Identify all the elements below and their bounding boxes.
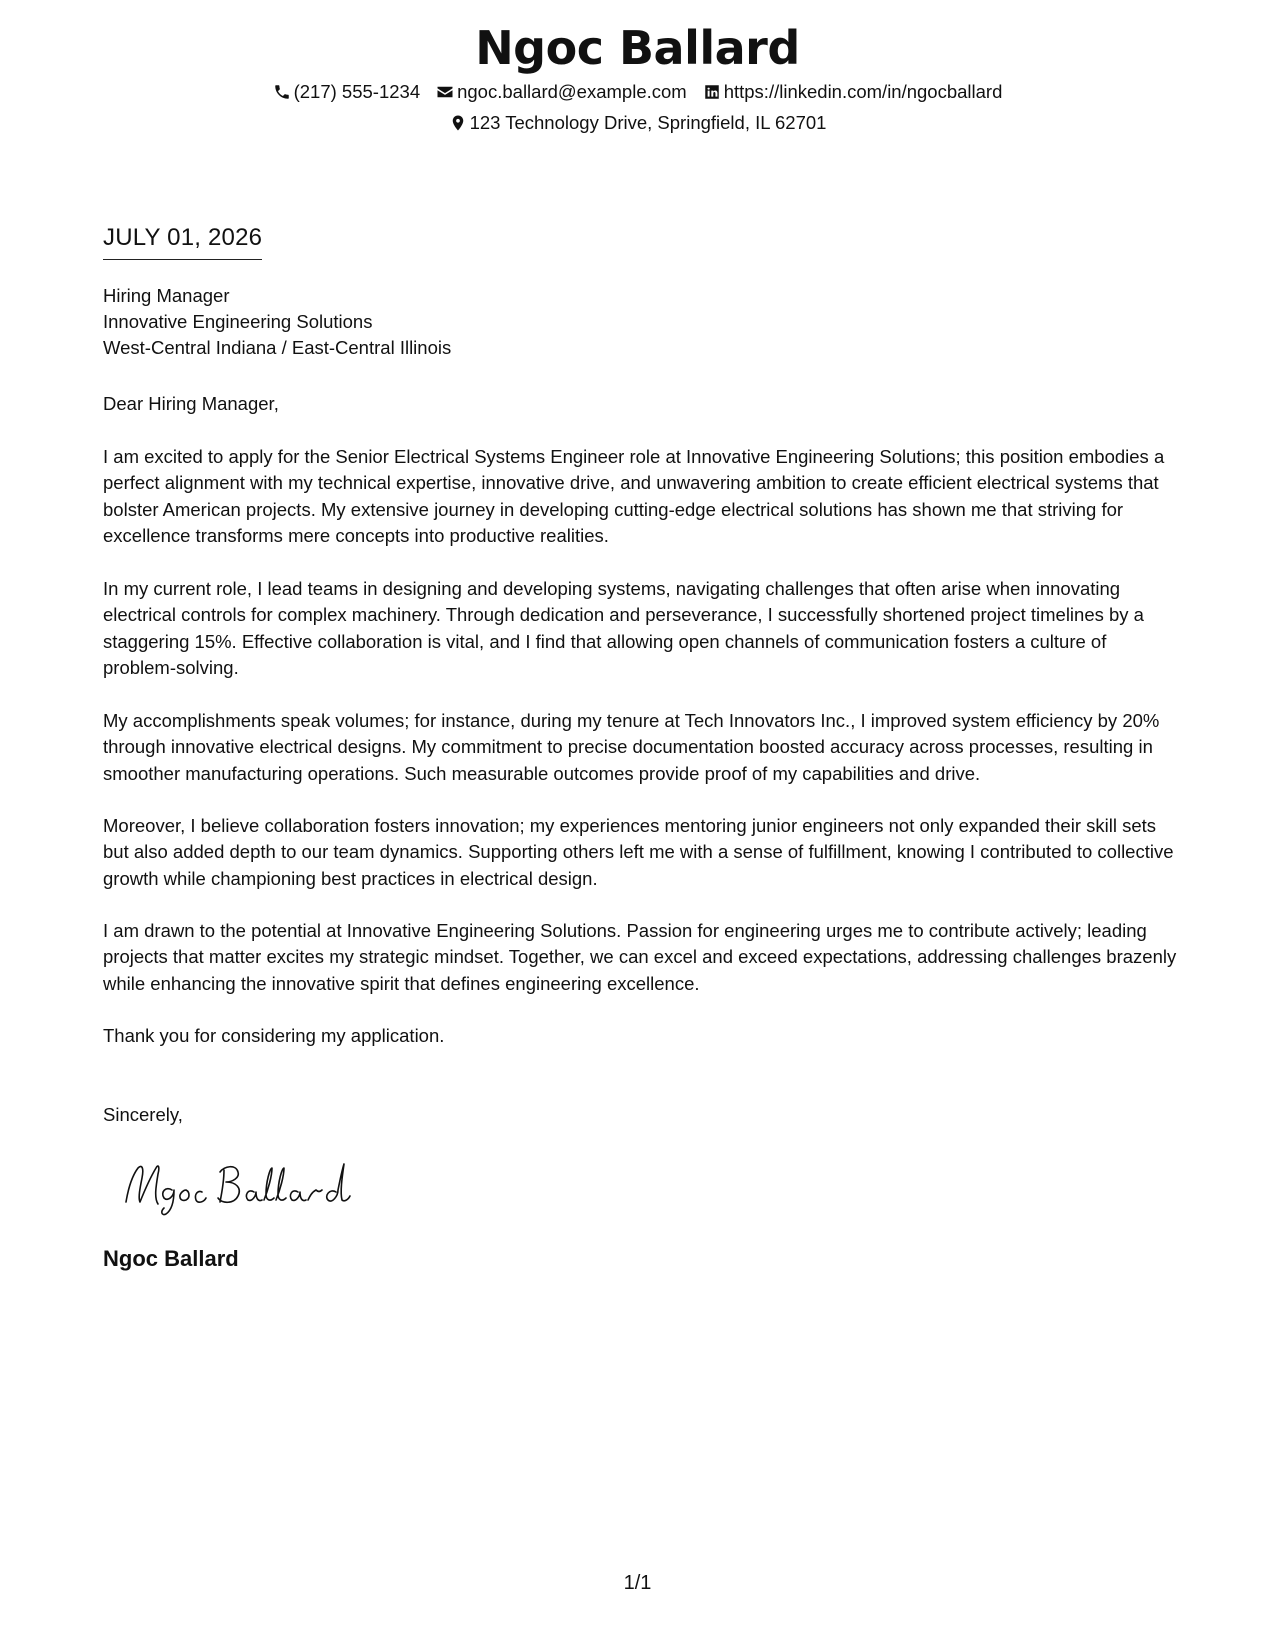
contact-email	[436, 79, 687, 105]
paragraph-text: I am excited to apply for the Senior Electrical Systems Engineer role at Innovative Engineering Solutions; this position embodies a perfect alignment with my technical expertise, innovative drive, and unwavering ambition to create efficient electrical systems that bolster American projects. My extensive journey in developing cutting-edge electrical solutions has shown me that striving for excellence transforms mere concepts into productive realities.	[103, 446, 1165, 546]
paragraph-text: I am drawn to the potential at Innovative Engineering Solutions. Passion for engineering urges me to contribute actively; leading projects that matter excites my strategic mindset. Together, we can excel and exceed expectations, addressing challenges brazenly while enhancing the innovative spirit that defines engineering excellence.	[103, 920, 1177, 994]
thanks-line: Thank you for considering my application.	[103, 1025, 445, 1046]
handwritten-signature	[120, 1150, 360, 1220]
salutation: Dear Hiring Manager,	[103, 393, 279, 414]
applicant-name: Ngoc Ballard	[475, 21, 800, 75]
map-pin-icon	[449, 114, 467, 132]
recipient-title: Hiring Manager	[103, 285, 230, 306]
paragraph-text: In my current role, I lead teams in designing and developing systems, navigating challenges that often arise when innovating electrical controls for complex machinery. Through dedication and perseverance, I successfully shortened project timelines by a staggering 15%. Effective collaboration is vital, and I find that allowing open channels of communication fosters a culture of problem-solving.	[103, 578, 1144, 678]
letter-date: JULY 01, 2026	[103, 223, 262, 260]
signer-name: Ngoc Ballard	[103, 1246, 239, 1271]
page-number: 1/1	[623, 1572, 652, 1594]
paragraph-text: My accomplishments speak volumes; for instance, during my tenure at Tech Innovators Inc., I improved system efficiency by 20% through innovative electrical designs. My commitment to precise documentation boosted accuracy across processes, resulting in smoother manufacturing operations. Such measurable outcomes provide proof of my capabilities and drive.	[103, 710, 1160, 784]
closing-line: Sincerely,	[103, 1104, 183, 1125]
body-paragraph-2	[103, 576, 1178, 681]
linkedin-icon	[703, 83, 721, 101]
body-paragraph-3	[103, 708, 1178, 787]
phone-icon	[273, 83, 291, 101]
paragraph-text: Moreover, I believe collaboration fosters innovation; my experiences mentoring junior engineers not only expanded their skill sets but also added depth to our team dynamics. Supporting others left me with a sense of fulfillment, knowing I contributed to collective growth while championing best practices in electrical design.	[103, 815, 1174, 889]
contact-row-primary	[0, 79, 1275, 105]
recipient-company: Innovative Engineering Solutions	[103, 311, 373, 332]
email-text: ngoc.ballard@example.com	[457, 81, 687, 102]
body-paragraph-4	[103, 813, 1178, 892]
recipient-block	[103, 283, 451, 361]
address-text: 123 Technology Drive, Springfield, IL 62701	[469, 112, 827, 133]
phone-text: (217) 555-1234	[293, 81, 421, 102]
contact-linkedin	[703, 79, 1003, 105]
recipient-location: West-Central Indiana / East-Central Illinois	[103, 337, 452, 358]
body-paragraph-5	[103, 918, 1178, 997]
contact-address	[449, 110, 827, 136]
contact-row-address	[0, 110, 1275, 136]
linkedin-text: https://linkedin.com/in/ngocballard	[723, 81, 1003, 102]
body-paragraph-1	[103, 444, 1178, 549]
contact-phone	[273, 79, 421, 105]
envelope-icon	[436, 83, 454, 101]
